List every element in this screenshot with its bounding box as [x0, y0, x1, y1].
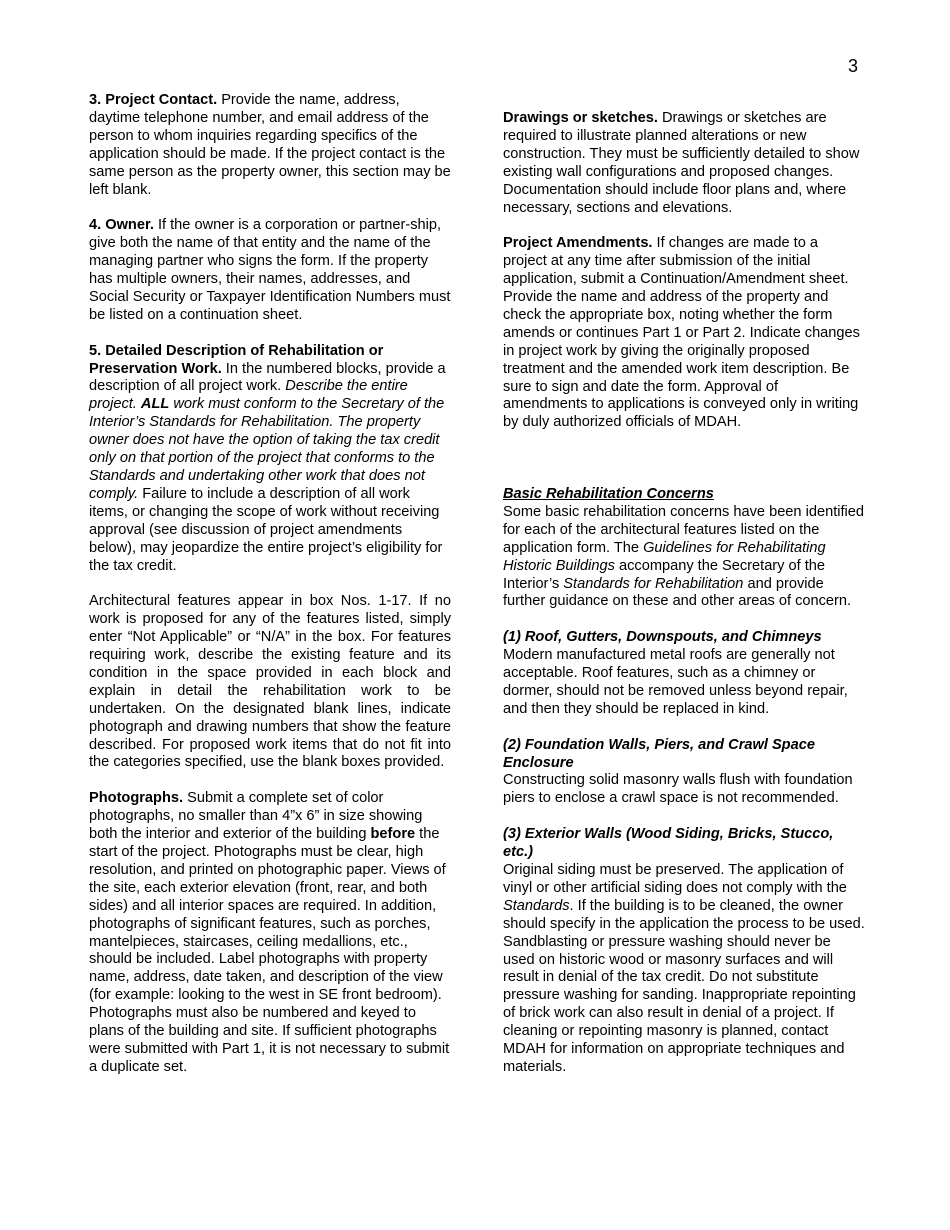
photographs-text-1: Submit a complete set of color photographs, no smaller than 4”x 6” in size showing both the interior and exterior of the building [89, 790, 423, 843]
exterior-walls-text-2: . If the building is to be cleaned, the owner should specify in the application the process to be used. Sandblasting or pressure washing should never be used on historic wood or masonry surfaces and will result in denial of the tax credit. Do not substitute pressure washing for sanding. Inappropriate repointing of brick work can also result in denial of a project. If cleaning or repointing masonry is planned, contact MDAH for information on appropriate techniques and materials. [503, 897, 865, 1075]
detailed-description-italic-1: Describe the entire project. [89, 378, 408, 413]
basic-concerns-text-2: accompany the Secretary of the Interior’s [503, 557, 826, 592]
basic-concerns-paragraph [503, 504, 865, 611]
amendments-text: If changes are made to a project at any time after submission of the initial application, submit a Continuation/Amendment sheet. Provide the name and address of the property and check the appropriate box, noting whether the form amends or continues Part 1 or Part 2. Indicate changes in project work by giving the originally proposed treatment and the amended work item description. Be sure to sign and date the form. Approval of amendments to applications is conveyed only in writing by duly authorized officials of MDAH. [503, 235, 860, 431]
owner-paragraph [89, 217, 451, 324]
project-contact-heading: 3. Project Contact. [89, 92, 218, 108]
detailed-description-italic-2: work must conform to the Secretary of the Interior’s Standards for Rehabilitation. The property owner does not have the option of taking the tax credit only on that portion of the project that conforms to the Standards and undertaking other work that does not comply. [89, 396, 445, 502]
photographs-heading: Photographs. [89, 790, 184, 807]
detailed-description-paragraph [89, 343, 451, 576]
owner-heading: 4. Owner. [89, 217, 154, 234]
exterior-walls-paragraph [503, 862, 865, 1077]
photographs-paragraph [89, 790, 451, 1077]
roof-text: Modern manufactured metal roofs are generally not acceptable. Roof features, such as a chimney or dormer, should not be removed unless beyond repair, and then they should be replaced in kind. [503, 647, 848, 717]
basic-concerns-standards: Standards for Rehabilitation [563, 575, 744, 592]
exterior-walls-text-1: Original siding must be preserved. The application of vinyl or other artificial siding does not comply with the [503, 861, 847, 896]
drawings-heading: Drawings or sketches. [503, 110, 658, 126]
basic-concerns-title: Basic Rehabilitation Concerns [503, 485, 714, 502]
drawings-text: Drawings or sketches are required to illustrate planned alterations or new construction. They must be sufficiently detailed to show existing wall configurations and proposed changes. Documentation should include floor plans and, where necessary, sections and elevations. [503, 110, 860, 216]
foundation-text: Constructing solid masonry walls flush with foundation piers to enclose a crawl space is not recommended. [503, 772, 853, 807]
basic-concerns-guidelines: Guidelines for Rehabilitating Historic Buildings [503, 539, 826, 574]
roof-heading: (1) Roof, Gutters, Downspouts, and Chimneys [503, 629, 822, 646]
basic-concerns-text-3: and provide further guidance on these and other areas of concern. [503, 575, 852, 610]
project-contact-text: Provide the name, address, daytime telephone number, and email address of the person to whom inquiries regarding specifics of the application should be made. If the project contact is the same person as the property owner, this section may be left blank. [89, 92, 451, 198]
detailed-description-heading: 5. Detailed Description of Rehabilitation or Preservation Work. [89, 342, 384, 377]
architectural-features-paragraph: Architectural features appear in box Nos. 1-17. If no work is proposed for any of the features listed, simply enter “Not Applicable” or “N/A” in the box. For features requiring work, describe the existing feature and its condition in the space provided in each block and explain in detail the rehabilitation work to be undertaken. On the designated blank lines, indicate photograph and drawing numbers that show the feature described. For proposed work items that do not fit into the categories specified, use the blank boxes provided. [89, 593, 451, 771]
amendments-heading: Project Amendments. [503, 235, 653, 252]
right-column [503, 110, 865, 1095]
owner-text: If the owner is a corporation or partner-ship, give both the name of that entity and the name of the managing partner who signs the form. If the property has multiple owners, their names, addresses, and Social Security or Taxpayer Identification Numbers must be listed on a continuation sheet. [89, 217, 451, 323]
exterior-walls-standards: Standards [503, 897, 570, 914]
exterior-walls-heading: (3) Exterior Walls (Wood Siding, Bricks, Stucco, etc.) [503, 826, 834, 861]
project-contact-paragraph [89, 92, 451, 199]
drawings-paragraph [503, 110, 865, 217]
page-number: 3 [848, 56, 859, 76]
section-spacer [503, 450, 865, 486]
left-column [89, 92, 451, 1095]
photographs-text-2: the start of the project. Photographs must be clear, high resolution, and printed on photographic paper. Views of the site, each exterior elevation (front, rear, and both sides) and all interior spaces are required. In addition, photographs of significant features, such as porches, mantelpieces, staircases, ceiling medallions, etc., should be included. Label photographs with property name, address, date taken, and description of the view (for example: looking to the west in SE front bedroom). Photographs must also be numbered and keyed to plans of the building and site. If sufficient photographs were submitted with Part 1, it is not necessary to submit a duplicate set. [89, 826, 450, 1075]
detailed-description-all: ALL [140, 396, 170, 413]
photographs-before: before [370, 826, 416, 843]
foundation-heading: (2) Foundation Walls, Piers, and Crawl Space Enclosure [503, 736, 815, 771]
amendments-paragraph [503, 235, 865, 432]
detailed-description-text-1: In the numbered blocks, provide a description of all project work. [89, 360, 446, 395]
detailed-description-text-2: Failure to include a description of all work items, or changing the scope of work without receiving approval (see discussion of project amendments below), may jeopardize the entire project’s eligibility for the tax credit. [89, 485, 443, 574]
basic-concerns-text-1: Some basic rehabilitation concerns have been identified for each of the architectural features listed on the application form. The [503, 503, 865, 556]
